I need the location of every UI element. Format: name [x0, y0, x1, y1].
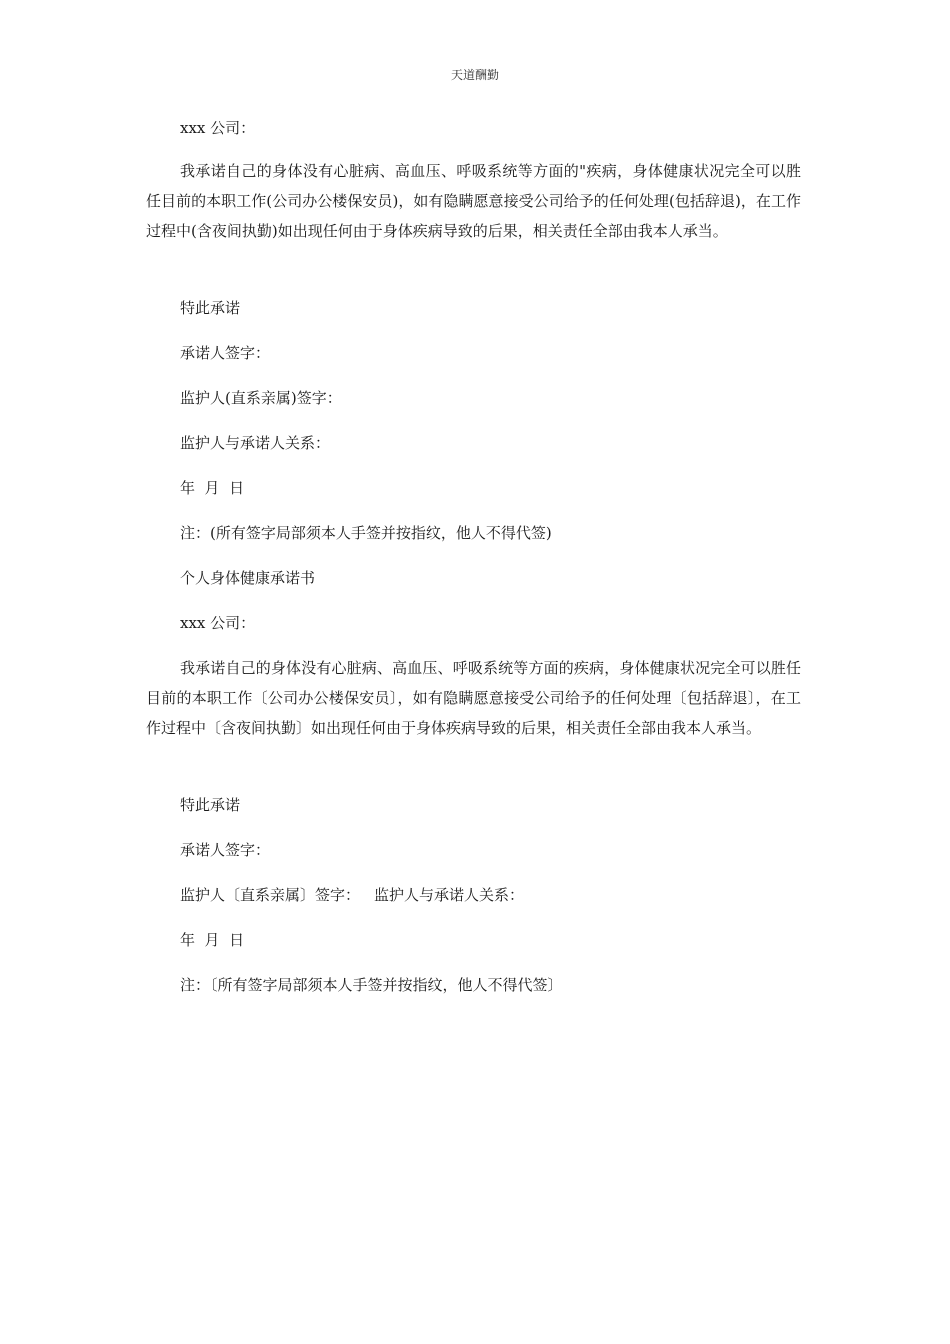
salutation: xxx 公司：	[180, 119, 256, 137]
relationship-label: 监护人与承诺人关系：	[180, 434, 331, 452]
guardian-signature-label: 监护人〔直系亲属〕签字：	[180, 886, 361, 904]
document-title: 个人身体健康承诺书	[180, 569, 316, 587]
commitment-body: 我承诺自己的身体没有心脏病、高血压、呼吸系统等方面的"疾病，身体健康状况完全可以胜任目前的本职工作(公司办公楼保安员)，如有隐瞒愿意接受公司给予的任何处理(包括辞退)，在工作过程中(含夜间执勤)如出现任何由于身体疾病导致的后果，相关责任全部由我本人承当。	[146, 162, 801, 240]
closing-text: 特此承诺	[180, 299, 241, 317]
guardian-relationship-line	[180, 885, 524, 905]
date-label: 年 月 日	[180, 931, 245, 949]
relationship-label: 监护人与承诺人关系：	[374, 886, 525, 904]
date-label: 年 月 日	[180, 479, 245, 497]
promisor-signature-label: 承诺人签字：	[180, 344, 271, 362]
closing-text: 特此承诺	[180, 796, 241, 814]
note-text: 注：〔所有签字局部须本人手签并按指纹，他人不得代签〕	[180, 976, 563, 994]
note-text: 注：(所有签字局部须本人手签并按指纹，他人不得代签)	[180, 524, 552, 542]
guardian-signature-label: 监护人(直系亲属)签字：	[180, 389, 342, 407]
promisor-signature-label: 承诺人签字：	[180, 841, 271, 859]
page-header: 天道酬勤	[450, 68, 499, 82]
salutation: xxx 公司：	[180, 614, 256, 632]
commitment-body: 我承诺自己的身体没有心脏病、高血压、呼吸系统等方面的疾病，身体健康状况完全可以胜任目前的本职工作〔公司办公楼保安员〕，如有隐瞒愿意接受公司给予的任何处理〔包括辞退〕，在工作过程中〔含夜间执勤〕如出现任何由于身体疾病导致的后果，相关责任全部由我本人承当。	[146, 659, 801, 737]
